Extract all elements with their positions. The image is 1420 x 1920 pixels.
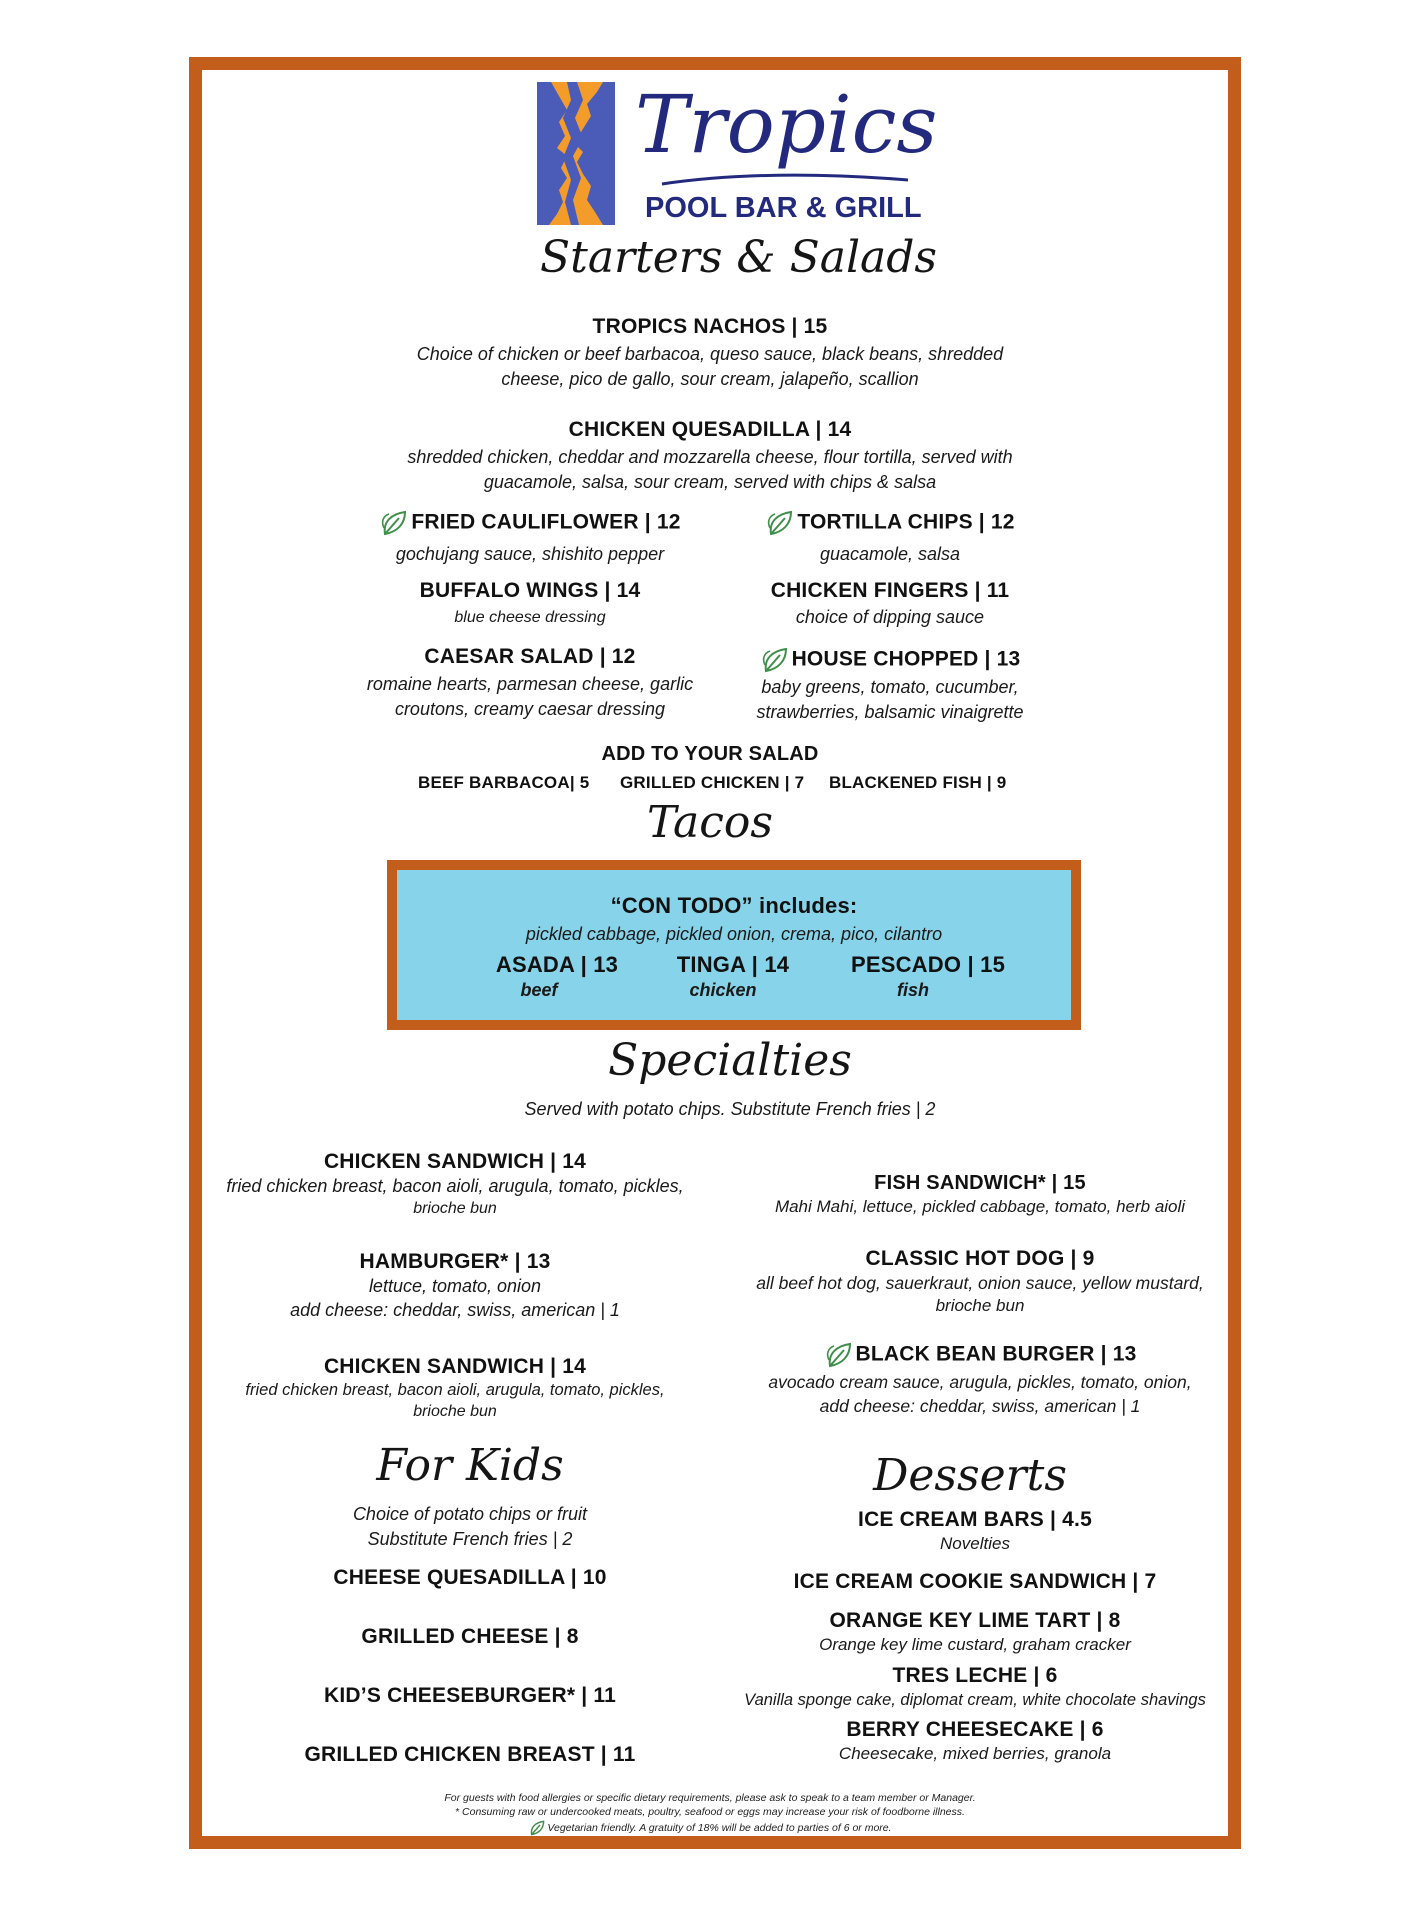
logo-wordmark: Tropics <box>635 78 938 171</box>
item-desc: Novelties <box>940 1534 1010 1553</box>
footer-notes <box>360 1791 1060 1837</box>
leaf-icon <box>824 1340 854 1370</box>
tacos-box <box>387 860 1081 1030</box>
add-to-salad-heading: ADD TO YOUR SALAD <box>601 743 819 765</box>
logo-mark-icon <box>537 82 615 225</box>
menu-item-house-chopped <box>720 645 1060 725</box>
item-desc: strawberries, balsamic vinaigrette <box>756 702 1024 722</box>
menu-item-classic-hot-dog <box>735 1247 1225 1317</box>
menu-item-chicken-sandwich <box>205 1150 705 1220</box>
item-name: HAMBURGER* | 13 <box>359 1250 551 1273</box>
section-heading-desserts: Desserts <box>873 1450 1067 1501</box>
item-desc: Mahi Mahi, lettuce, pickled cabbage, tomato, herb aioli <box>774 1197 1186 1216</box>
menu-item-buffalo-wings <box>360 579 700 630</box>
item-name: CAESAR SALAD | 12 <box>424 645 636 668</box>
logo-subtitle: POOL BAR & GRILL <box>645 192 922 224</box>
menu-item-chicken-quesadilla <box>330 418 1090 495</box>
item-name: HOUSE CHOPPED | 13 <box>791 647 1021 671</box>
item-name: ICE CREAM BARS | 4.5 <box>858 1508 1092 1531</box>
item-desc: add cheese: cheddar, swiss, american | 1 <box>290 1300 620 1320</box>
dessert-item <box>725 1609 1225 1657</box>
item-desc: baby greens, tomato, cucumber, <box>761 677 1019 697</box>
kids-item: GRILLED CHEESE | 8 <box>361 1625 579 1648</box>
item-desc: beef <box>520 980 558 1000</box>
section-heading-kids: For Kids <box>376 1440 564 1491</box>
item-desc: blue cheese dressing <box>454 609 606 626</box>
section-heading-specialties: Specialties <box>608 1035 852 1086</box>
footer-vegetarian-note: Vegetarian friendly. A gratuity of 18% will be added to parties of 6 or more. <box>547 1821 892 1834</box>
con-todo-title: “CON TODO” includes: <box>610 893 858 918</box>
item-desc: brioche bun <box>413 1403 497 1420</box>
kids-note-2: Substitute French fries | 2 <box>367 1529 573 1549</box>
item-name: FISH SANDWICH* | 15 <box>874 1172 1086 1194</box>
item-name: TRES LECHE | 6 <box>892 1664 1058 1687</box>
item-desc: lettuce, tomato, onion <box>368 1276 542 1296</box>
kids-note-1: Choice of potato chips or fruit <box>352 1504 588 1524</box>
item-desc: fried chicken breast, bacon aioli, arugula, tomato, pickles, <box>226 1176 684 1196</box>
item-desc: fish <box>896 980 929 1000</box>
item-name: ASADA | 13 <box>495 952 619 977</box>
menu-item-fried-cauliflower <box>360 508 700 567</box>
menu-item-chicken-fingers <box>720 579 1060 630</box>
leaf-icon <box>379 508 409 538</box>
item-name: TINGA | 14 <box>676 952 790 977</box>
item-desc: Orange key lime custard, graham cracker <box>819 1635 1131 1654</box>
item-desc: chicken <box>689 980 757 1000</box>
add-on-chicken: GRILLED CHICKEN | 7 <box>620 773 805 792</box>
item-name: BERRY CHEESECAKE | 6 <box>846 1718 1104 1741</box>
item-desc: brioche bun <box>413 1200 497 1217</box>
item-name: BLACK BEAN BURGER | 13 <box>855 1342 1137 1366</box>
taco-asada <box>477 952 637 1003</box>
item-name: ORANGE KEY LIME TART | 8 <box>829 1609 1121 1632</box>
leaf-icon <box>765 508 795 538</box>
item-name: PESCADO | 15 <box>850 952 1006 977</box>
item-name: FRIED CAULIFLOWER | 12 <box>411 510 681 534</box>
kids-item: GRILLED CHICKEN BREAST | 11 <box>304 1743 636 1766</box>
item-name: CHICKEN QUESADILLA | 14 <box>568 418 852 441</box>
menu-item-tropics-nachos <box>360 315 1060 392</box>
item-desc: croutons, creamy caesar dressing <box>394 699 666 719</box>
dessert-item <box>725 1718 1225 1766</box>
item-desc: guacamole, salsa <box>819 544 961 564</box>
item-desc: guacamole, salsa, sour cream, served with chips & salsa <box>483 472 937 492</box>
menu-item-fish-sandwich <box>735 1172 1225 1219</box>
item-desc: shredded chicken, cheddar and mozzarella cheese, flour tortilla, served with <box>407 447 1013 467</box>
item-desc: fried chicken breast, bacon aioli, arugula, tomato, pickles, <box>245 1381 665 1399</box>
item-desc: Choice of chicken or beef barbacoa, queso sauce, black beans, shredded <box>416 344 1004 364</box>
menu-item-hamburger <box>205 1250 705 1322</box>
taco-pescado <box>843 952 1013 1003</box>
dessert-item <box>725 1508 1225 1556</box>
item-desc: avocado cream sauce, arugula, pickles, tomato, onion, <box>768 1372 1192 1392</box>
footer-raw-warning: * Consuming raw or undercooked meats, poultry, seafood or eggs may increase your risk of foodborne illness. <box>455 1806 965 1818</box>
item-desc: brioche bun <box>935 1296 1025 1315</box>
dessert-item <box>715 1664 1235 1712</box>
item-desc: cheese, pico de gallo, sour cream, jalapeño, scallion <box>501 369 919 389</box>
item-desc: romaine hearts, parmesan cheese, garlic <box>366 674 694 694</box>
kids-item: KID’S CHEESEBURGER* | 11 <box>324 1684 616 1707</box>
item-desc: all beef hot dog, sauerkraut, onion sauce, yellow mustard, <box>756 1273 1204 1293</box>
menu-item-caesar-salad <box>340 645 720 722</box>
leaf-icon <box>760 645 790 675</box>
specialties-note: Served with potato chips. Substitute French fries | 2 <box>524 1099 936 1119</box>
item-desc: gochujang sauce, shishito pepper <box>395 544 665 564</box>
item-name: ICE CREAM COOKIE SANDWICH | 7 <box>793 1570 1157 1593</box>
taco-tinga <box>653 952 813 1003</box>
item-name: TROPICS NACHOS | 15 <box>592 315 828 338</box>
kids-item: CHEESE QUESADILLA | 10 <box>333 1566 607 1589</box>
add-on-fish: BLACKENED FISH | 9 <box>829 773 1007 792</box>
item-name: CLASSIC HOT DOG | 9 <box>865 1247 1095 1270</box>
item-name: BUFFALO WINGS | 14 <box>419 579 641 602</box>
menu-item-black-bean-burger <box>735 1340 1225 1418</box>
leaf-icon <box>528 1819 546 1837</box>
item-desc: Vanilla sponge cake, diplomat cream, white chocolate shavings <box>744 1691 1206 1709</box>
menu-item-tortilla-chips <box>720 508 1060 567</box>
item-desc: choice of dipping sauce <box>795 607 985 627</box>
add-on-beef: BEEF BARBACOA| 5 <box>418 773 590 792</box>
item-name: TORTILLA CHIPS | 12 <box>797 510 1015 534</box>
logo-swash-icon <box>660 170 910 190</box>
item-name: CHICKEN SANDWICH | 14 <box>323 1355 587 1378</box>
menu-item-chicken-sandwich-2 <box>205 1355 705 1423</box>
item-desc: add cheese: cheddar, swiss, american | 1 <box>819 1396 1141 1416</box>
section-heading-starters: Starters & Salads <box>540 232 937 283</box>
section-heading-tacos: Tacos <box>647 797 773 848</box>
dessert-item <box>725 1570 1225 1594</box>
item-name: CHICKEN SANDWICH | 14 <box>323 1150 587 1173</box>
item-desc: Cheesecake, mixed berries, granola <box>838 1744 1112 1763</box>
con-todo-desc: pickled cabbage, pickled onion, crema, pico, cilantro <box>525 924 943 944</box>
footer-allergy-note: For guests with food allergies or specific dietary requirements, please ask to speak to a team member or Manager. <box>444 1792 976 1804</box>
item-name: CHICKEN FINGERS | 11 <box>770 579 1010 602</box>
